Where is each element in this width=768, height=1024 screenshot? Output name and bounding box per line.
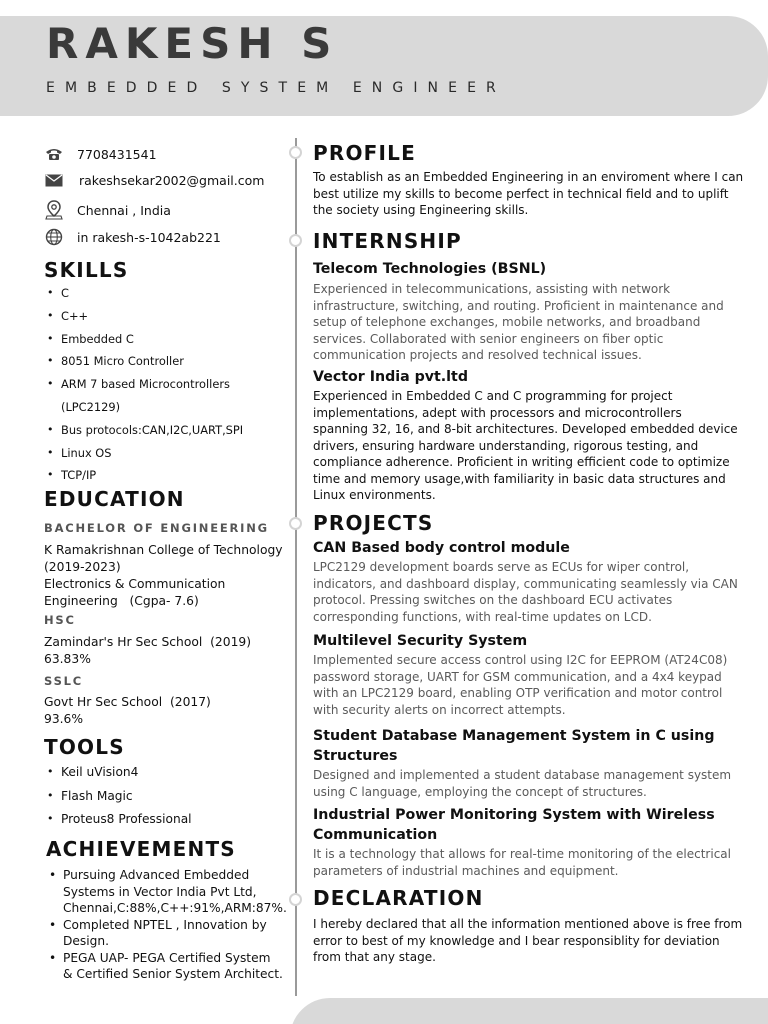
tool-item: • Keil uVision4 (44, 765, 192, 789)
phone-text: 7708431541 (77, 146, 157, 162)
internship-description (313, 281, 724, 364)
description-line: services. Collaborated with senior engineers on fiber optic (313, 331, 664, 346)
description-line: with security alerts on incorrect attempts. (313, 702, 566, 717)
project-title-line: Structures (313, 748, 398, 764)
profile-line: the society using Engineering skills. (313, 203, 529, 217)
mail-icon (44, 171, 64, 189)
project-title: CAN Based body control module (313, 540, 570, 556)
contact-email[interactable] (44, 171, 264, 189)
degree-details (44, 542, 283, 610)
sslc-details (44, 694, 211, 728)
degree-line: K Ramakrishnan College of Technology (44, 543, 283, 557)
timeline-dot-declaration (289, 893, 302, 906)
candidate-role: EMBEDDED SYSTEM ENGINEER (46, 80, 506, 96)
description-line: Experienced in telecommunications, assisting with network (313, 282, 671, 296)
description-line: implementations, adept with processors and microcontrollers (313, 405, 682, 420)
skill-item: • 8051 Micro Controller (44, 354, 243, 377)
contact-linkedin[interactable] (44, 228, 221, 246)
description-line: Experienced in Embedded C and C programming for project (313, 389, 673, 403)
degree-line: Engineering (Cgpa- 7.6) (44, 594, 199, 608)
achievement-line: & Certified Senior System Architect. (63, 967, 283, 981)
description-line: corresponding functions, with real-time updates on LCD. (313, 609, 652, 624)
achievement-item (46, 867, 287, 917)
sslc-line: Govt Hr Sec School (2017) (44, 695, 211, 709)
declaration-line: from that any stage. (313, 950, 436, 964)
project-description (313, 767, 731, 800)
profile-heading: PROFILE (313, 141, 416, 165)
description-line: Implemented secure access control using I2C for EEPROM (AT24C08) (313, 653, 728, 667)
project-title-line: Industrial Power Monitoring System with Wireless (313, 807, 715, 823)
description-line: parameters of industrial machines and equipment. (313, 863, 619, 878)
contact-phone (44, 145, 157, 163)
skill-item: • C++ (44, 309, 243, 332)
project-title (313, 726, 714, 766)
tools-heading: TOOLS (44, 735, 125, 759)
project-description (313, 846, 731, 879)
project-title (313, 805, 715, 845)
location-text: Chennai , India (77, 202, 171, 218)
projects-heading: PROJECTS (313, 511, 434, 535)
tools-list (44, 765, 192, 836)
skill-item: • Embedded C (44, 332, 243, 355)
skill-item: • Linux OS (44, 446, 243, 469)
declaration-line: error to best of my knowledge and I bear responsiblity for deviation (313, 933, 720, 948)
description-line: with an LPC2129 board, enabling OTP verification and motor control (313, 686, 723, 700)
declaration-line: I hereby declared that all the information mentioned above is free from (313, 917, 743, 931)
description-line: Designed and implemented a student database management system (313, 768, 732, 782)
skills-list (44, 286, 243, 491)
education-heading: EDUCATION (44, 487, 185, 511)
timeline-dot-profile (289, 146, 302, 159)
location-pin-icon (44, 201, 64, 219)
description-line: password storage, UART for GSM communication, and a 4x4 keypad (313, 669, 722, 684)
contact-location (44, 201, 171, 219)
achievement-line: Chennai,C:88%,C++:91%,ARM:87%. (63, 901, 287, 915)
tool-item: • Proteus8 Professional (44, 812, 192, 836)
description-line: drivers, ensuring hardware understanding, rigorous testing, and (313, 438, 699, 453)
sslc-label: SSLC (44, 674, 84, 688)
internship-title: Telecom Technologies (BSNL) (313, 261, 547, 277)
project-title-line: Student Database Management System in C using (313, 728, 715, 744)
description-line: protocol. Pressing switches on the dashboard ECU activates (313, 593, 673, 607)
hsc-line: Zamindar's Hr Sec School (2019) (44, 635, 252, 649)
achievement-line: • Completed NPTEL , Innovation by (63, 917, 267, 932)
project-description (313, 652, 727, 718)
degree-label: BACHELOR OF ENGINEERING (44, 521, 269, 535)
achievements-heading: ACHIEVEMENTS (46, 837, 236, 861)
declaration-text (313, 916, 742, 966)
internship-heading: INTERNSHIP (313, 229, 462, 253)
timeline-line (295, 138, 297, 996)
skill-item: • ARM 7 based Microcontrollers (44, 377, 243, 400)
description-line: Linux environments. (313, 488, 436, 502)
tool-item: • Flash Magic (44, 789, 192, 813)
internship-description (313, 388, 738, 504)
skill-item: • TCP/IP (44, 468, 243, 491)
description-line: communication projects and resolved technical issues. (313, 348, 642, 362)
internship-title: Vector India pvt.ltd (313, 369, 468, 385)
description-line: using C language, employing the concept of structures. (313, 784, 647, 799)
degree-line: (2019-2023) (44, 560, 121, 574)
achievement-item (46, 950, 287, 983)
sslc-line: 93.6% (44, 712, 84, 726)
skill-item-continuation: (LPC2129) (61, 399, 121, 414)
description-line: LPC2129 development boards serve as ECUs for wiper control, (313, 560, 690, 574)
globe-icon (44, 228, 64, 246)
description-line: infrastructure, switching, and routing. Proficient in maintenance and (313, 298, 724, 313)
skill-item: • Bus protocols:CAN,I2C,UART,SPI (44, 423, 243, 446)
candidate-name: RAKESH S (46, 19, 339, 68)
achievement-line: • Pursuing Advanced Embedded (63, 868, 250, 882)
profile-text (313, 169, 743, 219)
hsc-label: HSC (44, 613, 76, 627)
email-text[interactable]: rakeshsekar2002@gmail.com (79, 172, 265, 188)
description-line: setup of telephone exchanges, mobile networks, and broadband (313, 315, 701, 329)
hsc-line: 63.83% (44, 652, 91, 666)
profile-line: To establish as an Embedded Engineering in an enviroment where I can (313, 170, 744, 184)
achievements-list (46, 867, 287, 983)
footer-band (290, 998, 768, 1024)
linkedin-text[interactable]: in rakesh-s-1042ab221 (77, 229, 221, 245)
profile-line: best utilize my skills to become perfect in technical field and to uplift (313, 186, 729, 201)
description-line: indicators, and dashboard display, communicating seamlessly via CAN (313, 576, 738, 591)
description-line: It is a technology that allows for real-time monitoring of the electrical (313, 847, 731, 861)
achievement-line: • PEGA UAP- PEGA Certified System (63, 950, 271, 965)
achievement-line: Design. (63, 934, 109, 948)
skills-heading: SKILLS (44, 258, 129, 282)
achievement-line: Systems in Vector India Pvt Ltd, (63, 884, 257, 899)
description-line: compliance adherence. Proficient in writing efficient code to optimize (313, 455, 730, 469)
project-title: Multilevel Security System (313, 633, 528, 649)
timeline-dot-projects (289, 517, 302, 530)
degree-line: Electronics & Communication (44, 577, 226, 591)
skill-item: • C (44, 286, 243, 309)
hsc-details (44, 634, 251, 668)
declaration-heading: DECLARATION (313, 886, 484, 910)
description-line: time and memory usage,with familiarity in basic data structures and (313, 471, 726, 486)
phone-icon (44, 145, 64, 163)
achievement-item (46, 917, 287, 950)
timeline-dot-internship (289, 234, 302, 247)
project-title-line: Communication (313, 827, 438, 843)
project-description (313, 559, 738, 625)
description-line: spanning 32, 16, and 8-bit architectures. Developed embedded device (313, 422, 738, 436)
